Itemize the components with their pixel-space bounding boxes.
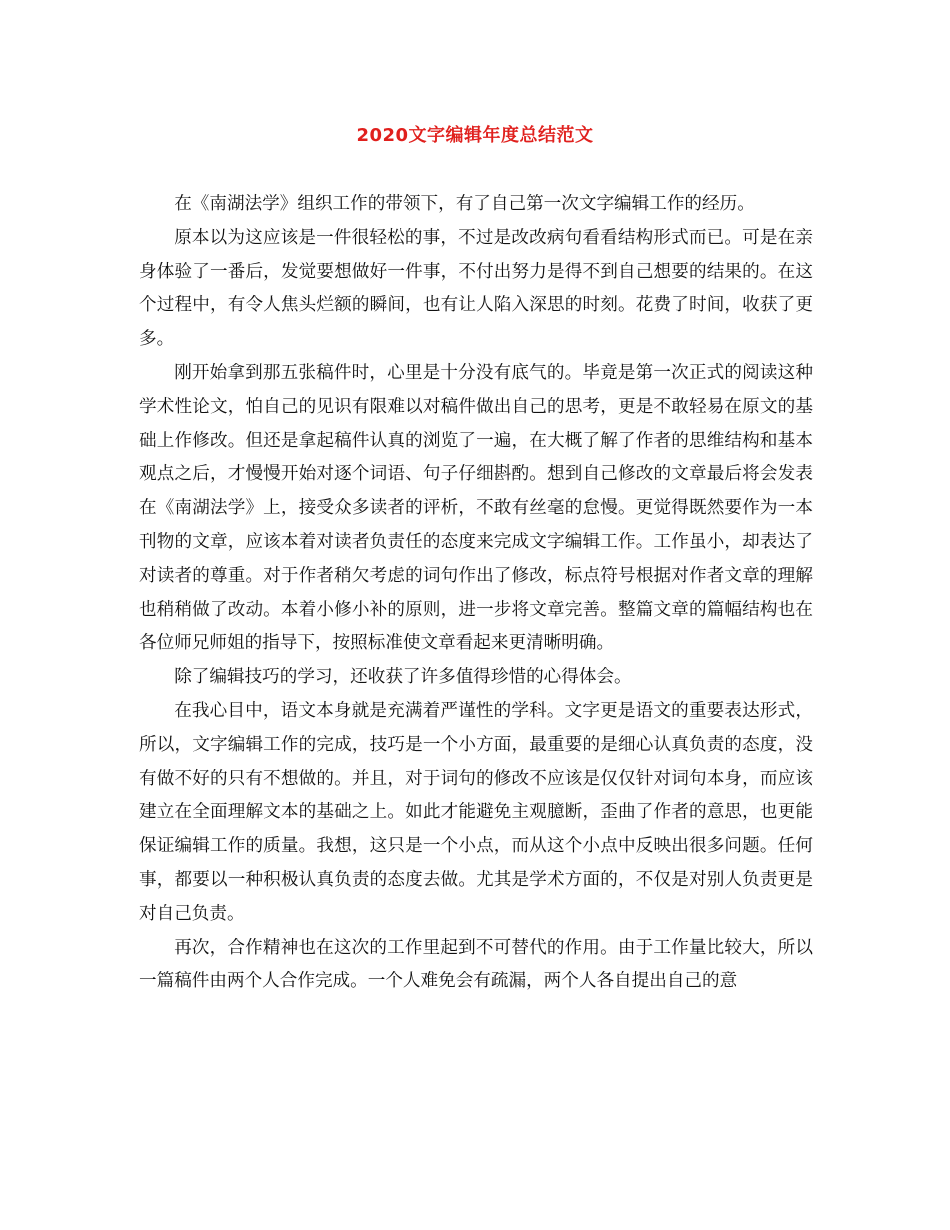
paragraph: 除了编辑技巧的学习，还收获了许多值得珍惜的心得体会。 bbox=[174, 667, 632, 688]
paragraph: 刚开始拿到那五张稿件时，心里是十分没有底气的。毕竟是第一次正式的阅读这种学术性论文，怕自己的见识有限难以对稿件做出自己的思考，更是不敢轻易在原文的基础上作修改。但还是拿起稿件认真的浏览了一遍，在大概了解了作者的思维结构和基本观点之后，才慢慢开始对逐个词语、句子仔细斟酌。想到自己修改的文章最后将会发表在《南湖法学》上，接受众多读者的评析，不敢有丝毫的怠慢。更觉得既然要作为一本刊物的文章，应该本着对读者负责任的态度来完成文字编辑工作。工作虽小，却表达了对读者的尊重。对于作者稍欠考虑的词句作出了修改，标点符号根据对作者文章的理解也稍稍做了改动。本着小修小补的原则，进一步将文章完善。整篇文章的篇幅结构也在各位师兄师姐的指导下，按照标准使文章看起来更清晰明确。 bbox=[139, 362, 813, 654]
document-body bbox=[139, 188, 813, 999]
document-title: 2020文字编辑年度总结范文 bbox=[356, 125, 594, 146]
paragraph: 再次，合作精神也在这次的工作里起到不可替代的作用。由于工作量比较大，所以一篇稿件由两个人合作完成。一个人难免会有疏漏，两个人各自提出自己的意 bbox=[139, 937, 813, 992]
paragraph: 原本以为这应该是一件很轻松的事，不过是改改病句看看结构形式而已。可是在亲身体验了一番后，发觉要想做好一件事，不付出努力是得不到自己想要的结果的。在这个过程中，有令人焦头烂额的瞬间，也有让人陷入深思的时刻。花费了时间，收获了更多。 bbox=[139, 227, 813, 350]
paragraph: 在我心目中，语文本身就是充满着严谨性的学科。文字更是语文的重要表达形式，所以，文字编辑工作的完成，技巧是一个小方面，最重要的是细心认真负责的态度，没有做不好的只有不想做的。并且，对于词句的修改不应该是仅仅针对词句本身，而应该建立在全面理解文本的基础之上。如此才能避免主观臆断，歪曲了作者的意思，也更能保证编辑工作的质量。我想，这只是一个小点，而从这个小点中反映出很多问题。任何事，都要以一种积极认真负责的态度去做。尤其是学术方面的，不仅是对别人负责更是对自己负责。 bbox=[139, 700, 813, 924]
paragraph: 在《南湖法学》组织工作的带领下，有了自己第一次文字编辑工作的经历。 bbox=[174, 194, 755, 214]
